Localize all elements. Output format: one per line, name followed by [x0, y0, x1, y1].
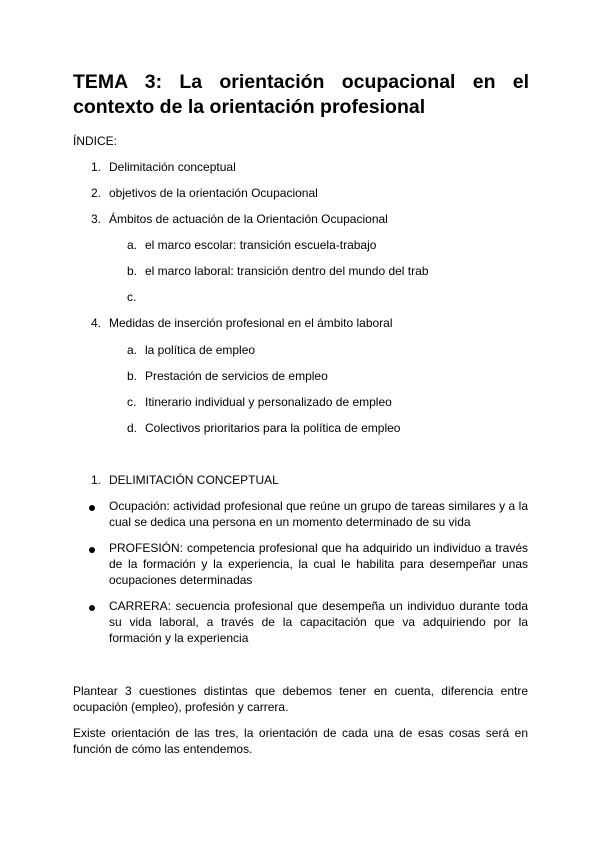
toc-item-number: 2. [91, 186, 102, 200]
toc-subitem-letter: b. [127, 264, 138, 278]
toc-subitem: el marco escolar: transición escuela-trabajo [145, 238, 377, 252]
body-paragraph: Plantear 3 cuestiones distintas que debemos tener en cuenta, diferencia entre ocupación (empleo), profesión y carrera. [73, 684, 528, 714]
toc-subitem-letter: a. [127, 238, 138, 252]
toc-item: Medidas de inserción profesional en el ámbito laboral [109, 316, 393, 330]
toc-item-number: 4. [91, 316, 102, 330]
toc-subitem-letter: a. [127, 343, 138, 357]
toc-item: Delimitación conceptual [109, 160, 236, 174]
toc-subitem: la política de empleo [145, 343, 256, 357]
document-title: TEMA 3: La orientación ocupacional en el contexto de la orientación profesional [73, 71, 529, 118]
bullet-item-carrera: CARRERA: secuencia profesional que desempeña un individuo durante toda su vida laboral, a través de la capacitación que va adquiriendo por la formación y la experiencia [109, 599, 528, 645]
toc-subitem-letter: c. [127, 395, 137, 409]
section-heading: DELIMITACIÓN CONCEPTUAL [109, 473, 279, 487]
toc-subitem: Itinerario individual y personalizado de empleo [145, 395, 392, 409]
toc-subitem-letter: c. [127, 290, 137, 304]
index-label: ÍNDICE: [73, 134, 118, 148]
toc-subitem: el marco laboral: transición dentro del mundo del trab [145, 264, 429, 278]
toc-subitem: Prestación de servicios de empleo [145, 369, 328, 383]
bullet-icon [89, 547, 95, 553]
bullet-icon [89, 505, 95, 511]
toc-item: objetivos de la orientación Ocupacional [109, 186, 318, 200]
toc-item: Ámbitos de actuación de la Orientación Ocupacional [109, 212, 388, 226]
toc-item-number: 3. [91, 212, 102, 226]
toc-subitem-letter: d. [127, 421, 138, 435]
toc-subitem: Colectivos prioritarios para la política de empleo [145, 421, 401, 435]
section-number: 1. [91, 473, 102, 487]
toc-subitem-letter: b. [127, 369, 138, 383]
bullet-item-ocupacion: Ocupación: actividad profesional que reúne un grupo de tareas similares y a la cual se dedica una persona en un momento determinado de su vida [109, 499, 528, 529]
body-paragraph: Existe orientación de las tres, la orientación de cada una de esas cosas será en función de cómo las entendemos. [73, 726, 528, 756]
bullet-item-profesion: PROFESIÓN: competencia profesional que ha adquirido un individuo a través de la formación y la experiencia, la cual le habilita para desempeñar unas ocupaciones determinadas [109, 541, 528, 587]
toc-item-number: 1. [91, 160, 102, 174]
bullet-icon [89, 605, 95, 611]
